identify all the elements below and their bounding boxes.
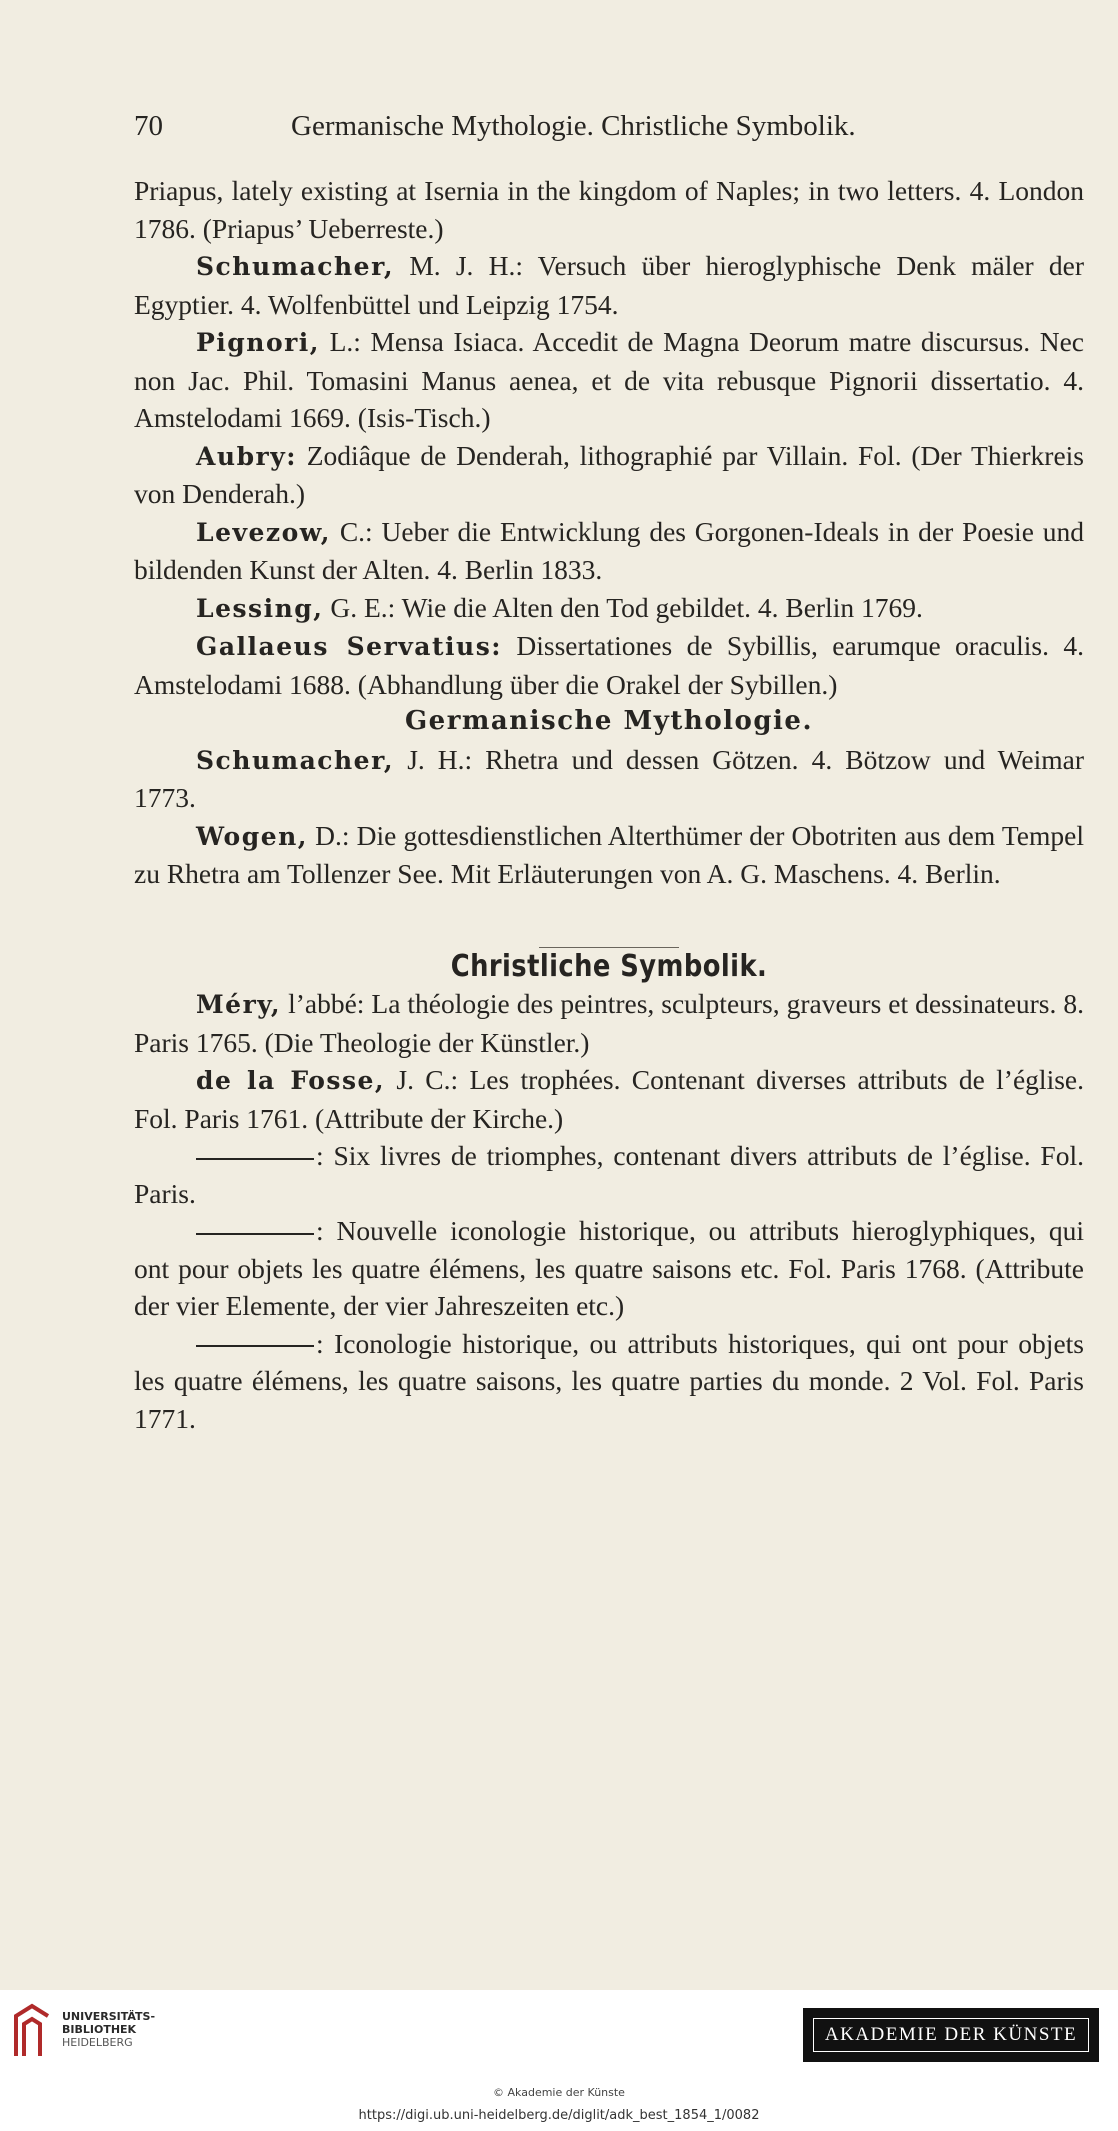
entry-author: Lessing, <box>196 593 324 623</box>
bib-entry <box>134 817 1084 893</box>
entry-text: : Six livres de triomphes, contenant divers attributs de l’église. Fol. Paris. <box>134 1140 1084 1209</box>
entry-text: C.: Ueber die Entwicklung des Gorgonen-Ideals in der Poesie und bildenden Kunst der Alten. 4. Berlin 1833. <box>134 515 1084 585</box>
permalink-url[interactable]: https://digi.ub.uni-heidelberg.de/diglit/adk_best_1854_1/0082 <box>358 2108 760 2123</box>
entry-text: : Nouvelle iconologie historique, ou attributs hieroglyphiques, qui ont pour objets les quatre élémens, les quatre saisons etc. Fol. Paris 1768. (Attribute der vier Elemente, der vier Jahreszeiten etc.) <box>134 1215 1084 1321</box>
entry-author: Schumacher, <box>196 252 395 281</box>
entry-text: l’abbé: La théologie des peintres, sculpteurs, graveurs et dessinateurs. 8. Paris 1765. (Die Theologie der Künstler.) <box>134 988 1084 1058</box>
entry-text: D.: Die gottesdienstlichen Alterthümer der Obotriten aus dem Tempel zu Rhetra am Tollenzer See. Mit Erläuterungen von A. G. Maschens. 4. Berlin. <box>134 819 1084 889</box>
section-heading-germanische: Germanische Mythologie. <box>404 706 814 736</box>
ditto-dash <box>196 1233 314 1235</box>
ditto-dash <box>196 1345 314 1347</box>
ub-heidelberg-logo[interactable] <box>12 2002 182 2062</box>
bib-entry <box>134 323 1084 437</box>
bib-entry: Priapus, lately existing at Isernia in the kingdom of Naples; in two letters. 4. London 1786. (Priapus’ Ueberreste.) <box>134 175 1084 244</box>
viewer-footer <box>0 1990 1118 2131</box>
entry-author: Méry, <box>196 990 282 1019</box>
entry-author: Gallaeus Servatius: <box>196 632 502 661</box>
running-title: Germanische Mythologie. Christliche Symbolik. <box>291 110 856 142</box>
section-heading-christliche: Christliche Symbolik. <box>450 948 768 984</box>
bib-entry <box>134 1325 1084 1438</box>
page-number: 70 <box>134 110 163 142</box>
bib-entry <box>134 627 1084 703</box>
bib-entry <box>134 589 1084 628</box>
bib-entry <box>134 741 1084 817</box>
entry-text: Zodiâque de Denderah, lithographié par Villain. Fol. (Der Thierkreis von Denderah.) <box>134 439 1084 509</box>
bib-entry <box>134 1212 1084 1325</box>
bib-entry <box>134 437 1084 513</box>
entry-text: L.: Mensa Isiaca. Accedit de Magna Deorum matre discursus. Nec non Jac. Phil. Tomasini Manus aenea, et de vita rebusque Pignorii dissertatio. 4. Amstelodami 1669. (Isis-Tisch.) <box>134 326 1084 433</box>
copyright-notice: © Akademie der Künste <box>493 2086 625 2099</box>
bib-entry <box>134 1061 1084 1137</box>
bib-entry <box>134 985 1084 1061</box>
bib-entry <box>134 513 1084 589</box>
bib-entry <box>134 247 1084 323</box>
ditto-dash <box>196 1158 314 1160</box>
entry-author: de la Fosse, <box>196 1066 386 1095</box>
bib-entry <box>134 1137 1084 1212</box>
page-body <box>134 172 1084 1437</box>
entry-text: G. E.: Wie die Alten den Tod gebildet. 4. Berlin 1769. <box>323 591 923 623</box>
entry-text: M. J. H.: Versuch über hieroglyphische Denk mäler der Egyptier. 4. Wolfenbüttel und Leipzig 1754. <box>134 250 1084 320</box>
akademie-der-kuenste-logo[interactable]: AKADEMIE DER KÜNSTE <box>803 2008 1099 2062</box>
entry-author: Aubry: <box>196 441 297 471</box>
entry-author: Pignori, <box>196 328 320 357</box>
library-logo-icon <box>12 2002 52 2062</box>
entry-author: Levezow, <box>196 517 331 547</box>
entry-text: : Iconologie historique, ou attributs historiques, qui ont pour objets les quatre élémens, les quatre saisons, les quatre parties du monde. 2 Vol. Fol. Paris 1771. <box>134 1327 1084 1434</box>
entry-text: J. C.: Les trophées. Contenant diverses attributs de l’église. Fol. Paris 1761. (Attribute der Kirche.) <box>134 1064 1084 1134</box>
library-name: UNIVERSITÄTS- BIBLIOTHEK HEIDELBERG <box>62 2010 156 2049</box>
entry-text: J. H.: Rhetra und dessen Götzen. 4. Bötzow und Weimar 1773. <box>134 743 1084 813</box>
entry-text: Dissertationes de Sybillis, earumque oraculis. 4. Amstelodami 1688. (Abhandlung über die Orakel der Sybillen.) <box>134 630 1084 700</box>
entry-author: Schumacher, <box>196 745 395 775</box>
entry-author: Wogen, <box>196 821 308 851</box>
